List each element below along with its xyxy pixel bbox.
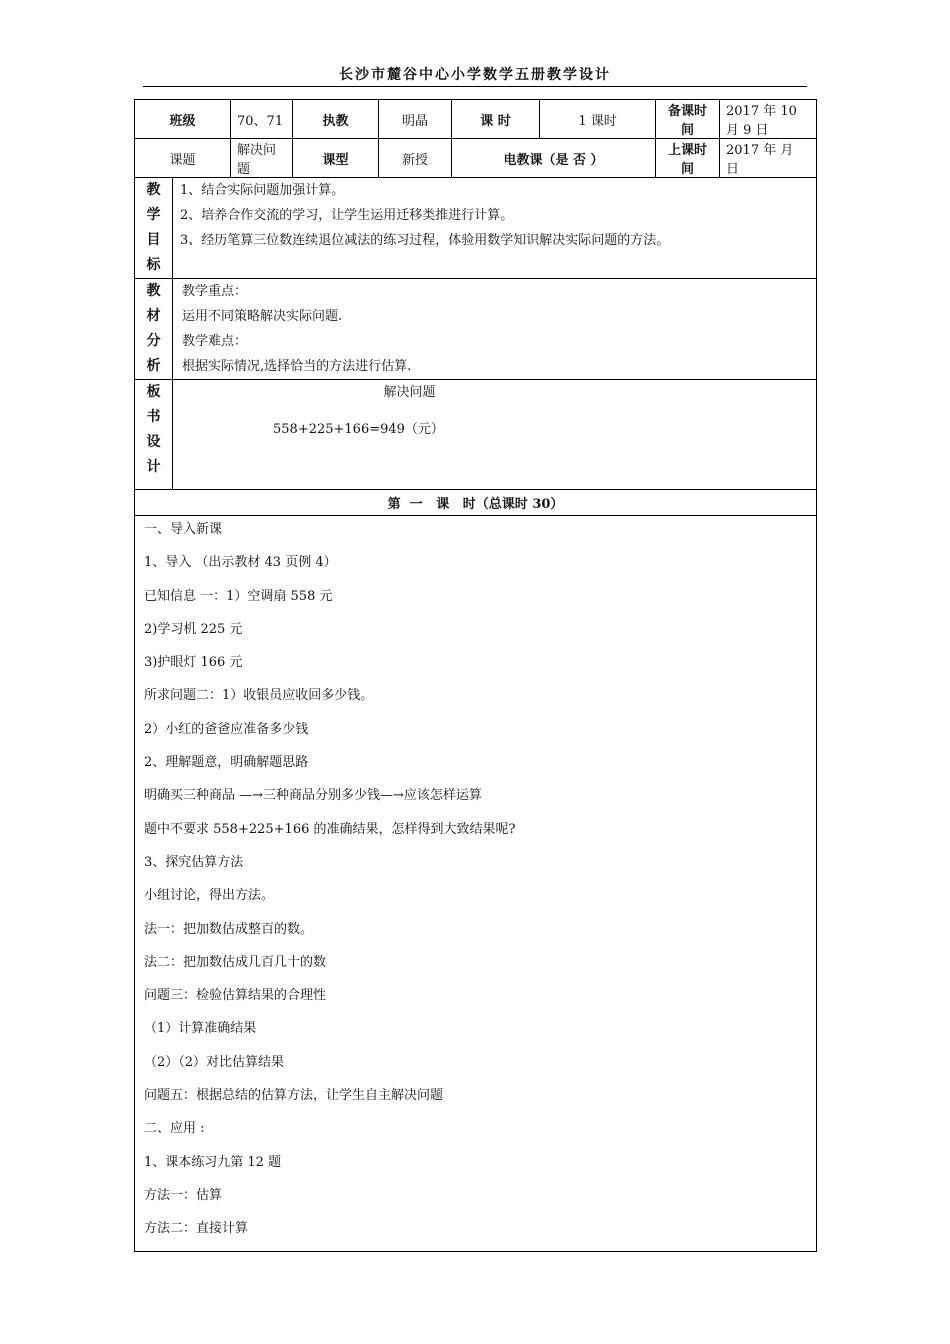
objectives-row — [135, 178, 817, 279]
lesson-line: 3、探究估算方法 — [144, 854, 244, 870]
lesson-heading: 第 一 课 时（总课时 30） — [135, 490, 817, 516]
side-char: 分 — [146, 333, 161, 349]
side-char: 计 — [146, 459, 161, 475]
objectives-side-label — [135, 178, 173, 279]
info-row-1 — [135, 100, 817, 139]
analysis-item: 教学难点： — [182, 334, 248, 349]
lesson-line: 问题三：检验估算结果的合理性 — [144, 988, 327, 1004]
class-value: 70、71 — [231, 100, 293, 139]
lesson-line: 一、导入新课 — [144, 522, 223, 537]
side-char: 板 — [146, 384, 161, 400]
lesson-line: 所求问题二：1）收银员应收回多少钱。 — [144, 688, 374, 704]
av-class-label: 电教课（是 否 ） — [452, 139, 656, 178]
side-char: 标 — [146, 257, 161, 273]
header-rule — [143, 86, 807, 87]
analysis-item: 教学重点： — [182, 284, 248, 299]
side-char: 教 — [146, 182, 161, 198]
lesson-line: （2）（2）对比估算结果 — [144, 1054, 285, 1070]
analysis-row — [135, 279, 817, 380]
lesson-line: 题中不要求 558+225+166 的准确结果，怎样得到大致结果呢? — [144, 821, 516, 837]
board-equation: 558+225+166=949（元） — [273, 422, 444, 437]
info-row-2 — [135, 139, 817, 178]
objective-item: 2、培养合作交流的学习，让学生运用迁移类推进行计算。 — [180, 208, 514, 223]
lesson-line: 2)学习机 225 元 — [144, 621, 243, 637]
period-value: 1 课时 — [540, 100, 656, 139]
board-content — [173, 380, 817, 490]
analysis-side-label — [135, 279, 173, 380]
lesson-line: 法一：把加数估成整百的数。 — [144, 921, 314, 937]
teacher-label: 执教 — [293, 100, 379, 139]
topic-label: 课题 — [135, 139, 231, 178]
board-title: 解决问题 — [383, 385, 436, 400]
lesson-line: 1、导入 （出示教材 43 页例 4） — [144, 555, 337, 571]
side-char: 学 — [146, 207, 161, 223]
class-time-value: 2017 年 月 日 — [720, 139, 817, 178]
side-char: 设 — [146, 434, 161, 450]
lesson-line: 1、课本练习九第 12 题 — [144, 1154, 282, 1170]
lesson-heading-row — [135, 490, 817, 516]
lesson-line: 明确买三种商品 —→三种商品分别多少钱—→应该怎样运算 — [144, 788, 482, 804]
lesson-line: 2、理解题意，明确解题思路 — [144, 755, 309, 771]
lesson-line: 小组讨论，得出方法。 — [144, 888, 275, 904]
lesson-body — [135, 516, 817, 1252]
side-char: 析 — [146, 358, 161, 374]
document-header-title: 长沙市麓谷中心小学数学五册教学设计 — [339, 67, 611, 83]
lesson-type-label: 课型 — [293, 139, 379, 178]
prep-time-value: 2017 年 10 月 9 日 — [720, 100, 817, 139]
objective-item: 3、经历笔算三位数连续退位减法的练习过程，体验用数学知识解决实际问题的方法。 — [180, 233, 670, 248]
lesson-plan-table — [134, 99, 817, 1252]
lesson-type-value: 新授 — [379, 139, 452, 178]
objective-item: 1、结合实际问题加强计算。 — [180, 183, 345, 198]
side-char: 书 — [146, 409, 161, 425]
analysis-content — [173, 279, 817, 380]
prep-time-label: 备课时间 — [656, 100, 720, 139]
lesson-line: 2）小红的爸爸应准备多少钱 — [144, 721, 309, 737]
teacher-value: 明晶 — [379, 100, 452, 139]
lesson-line: 法二：把加数估成几百几十的数 — [144, 954, 327, 970]
topic-value: 解决问题 — [231, 139, 293, 178]
lesson-line: 问题五：根据总结的估算方法，让学生自主解决问题 — [144, 1088, 444, 1104]
class-time-label: 上课时间 — [656, 139, 720, 178]
side-char: 目 — [146, 232, 161, 248]
lesson-line: （1）计算准确结果 — [144, 1021, 257, 1037]
class-label: 班级 — [135, 100, 231, 139]
board-row — [135, 380, 817, 490]
lesson-line: 方法二：直接计算 — [144, 1221, 249, 1237]
objectives-content — [173, 178, 817, 279]
side-char: 材 — [146, 308, 161, 324]
lesson-line: 方法一：估算 — [144, 1187, 223, 1203]
lesson-line: 二、应用 : — [144, 1121, 205, 1137]
period-label: 课 时 — [452, 100, 540, 139]
analysis-item: 运用不同策略解决实际问题. — [182, 309, 343, 324]
side-char: 教 — [146, 283, 161, 299]
lesson-line: 已知信息 一：1）空调扇 558 元 — [144, 588, 333, 604]
analysis-item: 根据实际情况,选择恰当的方法进行估算. — [182, 359, 412, 374]
lesson-body-row — [135, 516, 817, 1252]
lesson-line: 3)护眼灯 166 元 — [144, 655, 243, 671]
